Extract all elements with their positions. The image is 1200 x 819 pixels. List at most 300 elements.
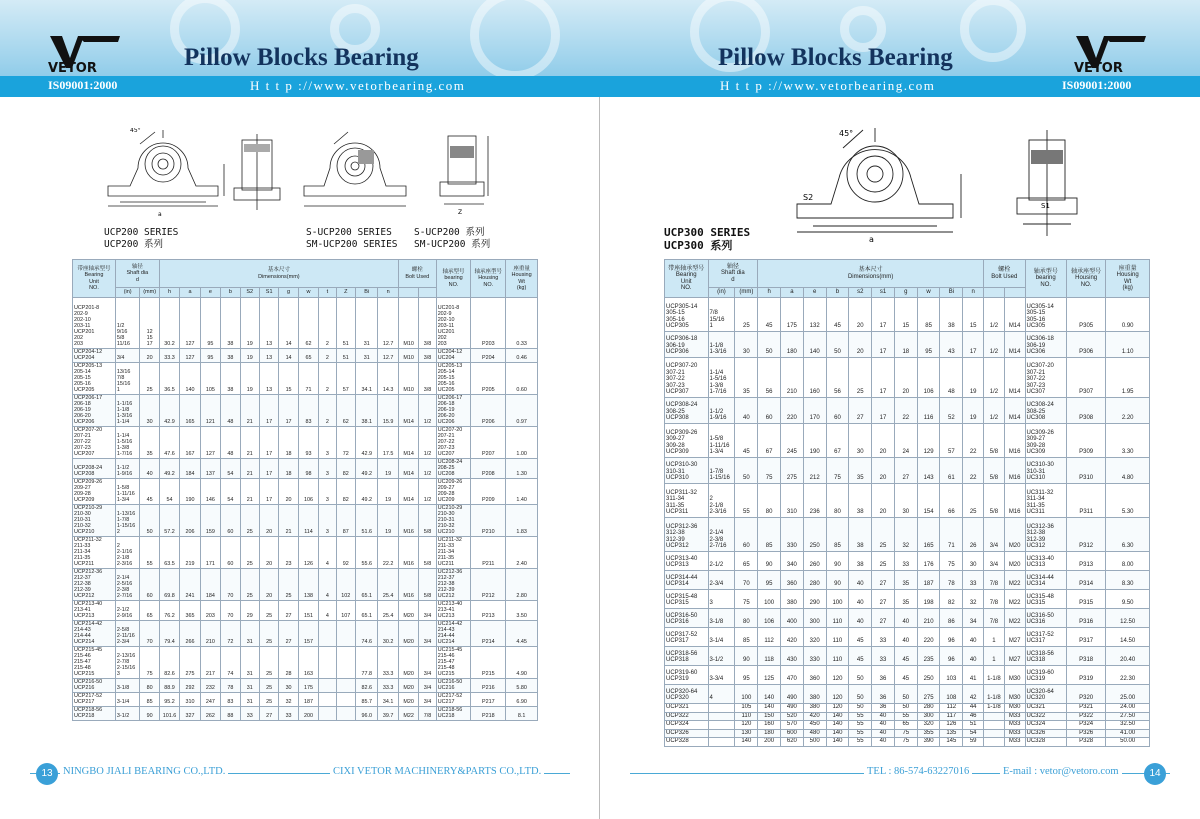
cell-dim: 95 <box>917 332 940 358</box>
table-row <box>665 685 1150 704</box>
col-bolt: 螺栓 Bolt Used <box>398 260 436 288</box>
cell-dim: 217 <box>200 647 220 679</box>
cell-bolt-in: 1/2 <box>419 395 436 427</box>
cell-bolt-mm: M14 <box>398 479 418 505</box>
cell-bearing-no: UC314-44 UC314 <box>1025 571 1066 590</box>
cell-dim: 85 <box>758 518 781 552</box>
cell-dim: 220 <box>917 628 940 647</box>
cell-weight: 0.33 <box>506 298 538 349</box>
cell-housing-no: P209 <box>471 479 506 505</box>
footer-tel: TEL : 86-574-63227016 <box>864 766 972 777</box>
cell-bearing-no: UC317-52 UC317 <box>1025 628 1066 647</box>
col-dim-b: b <box>221 288 240 298</box>
cell-bearing-no: UC214-42 214-43 214-44 UC214 <box>436 621 471 647</box>
cell-shaft-mm: 90 <box>140 707 159 721</box>
table-row <box>665 518 1150 552</box>
cell-shaft-in: 3-1/2 <box>708 647 735 666</box>
table-row <box>665 721 1150 730</box>
cell-dim: 380 <box>781 590 804 609</box>
cell-dim: 95 <box>758 571 781 590</box>
cell-unit-no: UCP213-40 213-41 UCP213 <box>73 601 116 621</box>
cell-bolt-mm: M30 <box>1004 704 1025 713</box>
cell-dim: 4 <box>319 537 336 569</box>
cell-dim: 3 <box>319 479 336 505</box>
cell-dim: 140 <box>826 729 849 738</box>
cell-weight: 27.50 <box>1106 712 1150 721</box>
cell-dim: 165 <box>917 518 940 552</box>
cell-housing-no: P203 <box>471 298 506 349</box>
cell-dim: 127 <box>200 427 220 459</box>
table-row <box>73 459 538 479</box>
cell-dim: 77.8 <box>355 647 377 679</box>
cell-unit-no: UCP201-8 202-9 202-10 203-11 UCP201 202 203 <box>73 298 116 349</box>
cell-shaft-mm: 140 <box>735 738 758 747</box>
cell-dim: 20 <box>259 537 278 569</box>
cell-bolt-mm: M16 <box>1004 484 1025 518</box>
cell-shaft-in: 1-5/8 1-11/16 1-3/4 <box>708 424 735 458</box>
cell-dim: 70 <box>221 569 240 601</box>
table-row <box>73 647 538 679</box>
cell-bolt-in: 5/8 <box>984 458 1005 484</box>
cell-dim: 380 <box>803 704 826 713</box>
cell-bolt-mm: M16 <box>398 505 418 537</box>
cell-dim: 480 <box>803 729 826 738</box>
cell-weight: 0.60 <box>506 363 538 395</box>
cell-shaft-mm: 35 <box>735 358 758 398</box>
svg-text:a: a <box>158 211 162 218</box>
cell-dim: 19 <box>963 398 984 424</box>
col-mm: (mm) <box>140 288 159 298</box>
cell-dim: 60 <box>826 398 849 424</box>
cell-shaft-in: 1-5/8 1-11/16 1-3/4 <box>115 479 140 505</box>
cell-bolt-in: 1/2 <box>984 332 1005 358</box>
cell-dim: 82 <box>336 459 355 479</box>
cell-dim: 176 <box>917 552 940 571</box>
cell-weight: 22.30 <box>1106 666 1150 685</box>
page-number: 13 <box>36 763 58 785</box>
cell-dim: 42.9 <box>355 427 377 459</box>
cell-dim: 35 <box>849 458 872 484</box>
cell-dim: 36 <box>872 666 895 685</box>
col-dim-s1: S1 <box>259 288 278 298</box>
cell-weight: 24.00 <box>1106 704 1150 713</box>
cell-dim: 247 <box>200 693 220 707</box>
cell-dim: 27 <box>872 571 895 590</box>
cell-weight: 2.20 <box>1106 398 1150 424</box>
cell-unit-no: UCP308-24 308-25 UCP308 <box>665 398 709 424</box>
cell-bolt-in <box>984 729 1005 738</box>
cell-dim: 25 <box>240 569 259 601</box>
cell-bolt-in: 7/8 <box>984 609 1005 628</box>
cell-dim: 49.2 <box>355 479 377 505</box>
cell-dim: 45 <box>758 298 781 332</box>
cell-dim: 160 <box>803 358 826 398</box>
cell-bolt-in: 1-1/8 <box>984 704 1005 713</box>
page-number: 14 <box>1144 763 1166 785</box>
cell-dim: 17.5 <box>378 427 398 459</box>
cell-shaft-mm: 65 <box>140 601 159 621</box>
cell-bolt-mm: M33 <box>1004 729 1025 738</box>
cell-dim: 67 <box>826 424 849 458</box>
footer-company-left: NINGBO JIALI BEARING CO.,LTD. <box>60 766 228 777</box>
cell-bolt-in: 5/8 <box>419 505 436 537</box>
ucp200-drawing <box>100 128 230 220</box>
cell-weight: 3.50 <box>506 601 538 621</box>
cell-unit-no: UCP317-52 UCP317 <box>665 628 709 647</box>
cell-shaft-in: 3/4 <box>115 349 140 363</box>
cell-housing-no: P310 <box>1066 458 1105 484</box>
col-dim-h: h <box>159 288 179 298</box>
cell-dim: 120 <box>826 704 849 713</box>
cell-dim: 3 <box>319 505 336 537</box>
cell-dim: 210 <box>200 621 220 647</box>
cell-dim: 470 <box>781 666 804 685</box>
cell-weight: 2.40 <box>506 537 538 569</box>
cell-weight: 8.00 <box>1106 552 1150 571</box>
cell-housing-no: P306 <box>1066 332 1105 358</box>
table-row <box>665 332 1150 358</box>
cell-dim: 163 <box>298 647 318 679</box>
cell-dim: 330 <box>781 518 804 552</box>
cell-bolt-in: 3/4 <box>419 679 436 693</box>
cell-bolt-in: 1-1/8 <box>984 666 1005 685</box>
cell-dim: 38.1 <box>355 395 377 427</box>
cell-dim: 66 <box>940 484 963 518</box>
cell-housing-no: P311 <box>1066 484 1105 518</box>
cell-dim: 51 <box>336 298 355 349</box>
cell-shaft-in: 7/8 15/16 1 <box>708 298 735 332</box>
col-bearing-unit: 带座轴承型号 Bearing Unit NO. <box>665 260 709 298</box>
cell-dim: 21 <box>240 479 259 505</box>
cell-dim <box>336 707 355 721</box>
cell-dim: 45 <box>849 628 872 647</box>
cell-dim: 30.2 <box>159 298 179 349</box>
cell-shaft-mm: 25 <box>140 363 159 395</box>
table-row <box>665 358 1150 398</box>
cell-dim: 22 <box>894 398 917 424</box>
cell-weight: 5.30 <box>1106 484 1150 518</box>
cell-dim: 25.4 <box>378 601 398 621</box>
cell-shaft-in: 2-13/16 2-7/8 2-15/16 3 <box>115 647 140 679</box>
cell-dim: 160 <box>758 721 781 730</box>
cell-dim: 236 <box>803 484 826 518</box>
cell-unit-no: UCP311-32 311-34 311-35 UCP311 <box>665 484 709 518</box>
cell-housing-no: P316 <box>1066 609 1105 628</box>
cell-dim: 62 <box>336 395 355 427</box>
cell-dim: 20 <box>872 424 895 458</box>
cell-shaft-in: 3-1/4 <box>115 693 140 707</box>
cell-dim: 50 <box>758 332 781 358</box>
cell-dim: 25 <box>240 505 259 537</box>
cell-dim: 110 <box>826 609 849 628</box>
cell-dim: 2 <box>319 298 336 349</box>
cell-unit-no: UCP314-44 UCP314 <box>665 571 709 590</box>
cell-dim: 83 <box>221 693 240 707</box>
cell-shaft-mm: 12 15 17 <box>140 298 159 349</box>
cell-bolt-in: 1/2 <box>984 358 1005 398</box>
cell-dim: 54 <box>963 729 984 738</box>
cell-shaft-in: 2-5/8 2-11/16 2-3/4 <box>115 621 140 647</box>
table-row <box>665 484 1150 518</box>
cell-bearing-no: UC308-24 308-25 UC308 <box>1025 398 1066 424</box>
cell-dim: 90 <box>826 571 849 590</box>
cell-dim: 36 <box>872 685 895 704</box>
cell-dim: 2 <box>319 349 336 363</box>
cell-dim: 95.2 <box>159 693 179 707</box>
cell-dim: 21 <box>240 459 259 479</box>
cell-dim: 74 <box>221 647 240 679</box>
cell-dim: 50 <box>849 685 872 704</box>
cell-dim: 17 <box>963 332 984 358</box>
cell-dim: 12.7 <box>378 349 398 363</box>
cell-dim: 20 <box>894 358 917 398</box>
cell-unit-no: UCP214-42 214-43 214-44 UCP214 <box>73 621 116 647</box>
cell-dim: 32 <box>279 693 298 707</box>
cell-shaft-in: 2-1/4 2-3/8 2-7/16 <box>708 518 735 552</box>
cell-dim: 106 <box>298 479 318 505</box>
cell-bearing-no: UC306-18 306-19 UC306 <box>1025 332 1066 358</box>
iso-certification: IS09001:2000 <box>48 78 118 92</box>
cell-shaft-mm: 20 <box>140 349 159 363</box>
cell-dim: 355 <box>917 729 940 738</box>
cell-dim: 32 <box>963 590 984 609</box>
cell-bolt-mm: M14 <box>1004 298 1025 332</box>
cell-bolt-mm: M33 <box>1004 712 1025 721</box>
cell-bolt-mm: M16 <box>398 569 418 601</box>
cell-dim: 25.4 <box>378 569 398 601</box>
col-bolt-sub <box>984 288 1005 298</box>
cell-dim: 2 <box>319 363 336 395</box>
cell-dim: 260 <box>803 552 826 571</box>
cell-dim: 49.2 <box>159 459 179 479</box>
cell-dim: 106 <box>917 358 940 398</box>
cell-shaft-in: 3-1/8 <box>708 609 735 628</box>
cell-bolt-in: 7/8 <box>984 571 1005 590</box>
cell-shaft-mm: 85 <box>735 628 758 647</box>
cell-dim: 112 <box>940 704 963 713</box>
cell-housing-no: P320 <box>1066 685 1105 704</box>
cell-shaft-in: 13/16 7/8 15/16 1 <box>115 363 140 395</box>
cell-bolt-in: 3/4 <box>419 601 436 621</box>
cell-shaft-mm: 40 <box>735 398 758 424</box>
svg-text:S2: S2 <box>803 193 814 202</box>
cell-housing-no: P328 <box>1066 738 1105 747</box>
cell-dim <box>336 679 355 693</box>
cell-bolt-mm: M30 <box>1004 666 1025 685</box>
cell-dim: 15 <box>279 363 298 395</box>
cell-unit-no: UCP205-13 205-14 205-15 205-16 UCP205 <box>73 363 116 395</box>
cell-dim: 100 <box>758 590 781 609</box>
cell-dim: 198 <box>917 590 940 609</box>
cell-bearing-no: UC311-32 311-34 311-35 UC311 <box>1025 484 1066 518</box>
cell-dim: 25 <box>279 569 298 601</box>
cell-unit-no: UCP321 <box>665 704 709 713</box>
cell-bearing-no: UC211-32 211-33 211-34 211-35 UC211 <box>436 537 471 569</box>
cell-bolt-in: 3/8 <box>419 298 436 349</box>
cell-weight: 41.00 <box>1106 729 1150 738</box>
cell-shaft-in: 2-1/4 2-5/16 2-3/8 2-7/16 <box>115 569 140 601</box>
cell-dim: 245 <box>781 424 804 458</box>
col-dimensions: 基本尺寸 Dimensions(mm) <box>159 260 398 288</box>
ucp200-side-view <box>230 130 290 218</box>
cell-dim: 40 <box>894 609 917 628</box>
cell-dim: 55 <box>849 712 872 721</box>
cell-unit-no: UCP210-29 210-30 210-31 210-32 UCP210 <box>73 505 116 537</box>
cell-dim: 570 <box>781 721 804 730</box>
cell-shaft-in: 1-7/8 1-15/16 <box>708 458 735 484</box>
cell-dim: 96 <box>940 628 963 647</box>
cell-dim: 27 <box>894 458 917 484</box>
page-title: Pillow Blocks Bearing <box>718 44 953 71</box>
cell-bearing-no: UC206-17 206-18 206-19 206-20 UC206 <box>436 395 471 427</box>
cell-dim: 150 <box>758 712 781 721</box>
cell-weight: 6.90 <box>506 693 538 707</box>
cell-shaft-in: 3 <box>708 590 735 609</box>
cell-shaft-mm: 50 <box>735 458 758 484</box>
cell-weight: 1.95 <box>1106 358 1150 398</box>
cell-dim: 75 <box>894 729 917 738</box>
svg-text:45°: 45° <box>130 128 141 134</box>
cell-housing-no: P309 <box>1066 424 1105 458</box>
cell-dim: 187 <box>917 571 940 590</box>
cell-dim: 48 <box>221 395 240 427</box>
cell-bearing-no: UC216-50 UC216 <box>436 679 471 693</box>
table-row <box>665 552 1150 571</box>
cell-dim: 490 <box>781 704 804 713</box>
cell-bearing-no: UC209-26 209-27 209-28 UC209 <box>436 479 471 505</box>
cell-dim: 36.5 <box>159 363 179 395</box>
table-row <box>73 601 538 621</box>
cell-dim: 175 <box>781 298 804 332</box>
cell-shaft-mm: 110 <box>735 712 758 721</box>
cell-dim: 33.3 <box>159 349 179 363</box>
cell-dim: 450 <box>803 721 826 730</box>
cell-dim: 88.9 <box>159 679 179 693</box>
cell-housing-no: P206 <box>471 395 506 427</box>
cell-shaft-mm: 55 <box>140 537 159 569</box>
cell-dim: 266 <box>180 621 200 647</box>
cell-dim: 212 <box>803 458 826 484</box>
cell-dim: 17 <box>872 358 895 398</box>
cell-dim: 15.9 <box>378 395 398 427</box>
cell-shaft-mm: 45 <box>140 479 159 505</box>
cell-unit-no: UCP319-60 UCP319 <box>665 666 709 685</box>
cell-dim: 118 <box>758 647 781 666</box>
cell-bolt-mm: M14 <box>1004 398 1025 424</box>
cell-shaft-mm: 70 <box>140 621 159 647</box>
cell-dim: 17 <box>259 395 278 427</box>
website-url: H t t p ://www.vetorbearing.com <box>250 78 466 93</box>
cell-bolt-mm: M30 <box>1004 685 1025 704</box>
cell-dim: 25 <box>872 518 895 552</box>
cell-housing-no: P215 <box>471 647 506 679</box>
cell-dim: 38 <box>221 349 240 363</box>
cell-dim: 420 <box>781 628 804 647</box>
cell-dim: 72 <box>221 621 240 647</box>
cell-bolt-mm: M20 <box>1004 518 1025 552</box>
cell-dim: 107 <box>336 601 355 621</box>
cell-bolt-in: 1/2 <box>984 398 1005 424</box>
col-bearing-unit: 带座轴承型号 Bearing Unit NO. <box>73 260 116 298</box>
cell-weight: 25.00 <box>1106 685 1150 704</box>
col-housing-no: 轴承座型号 Housing NO. <box>471 260 506 298</box>
cell-dim: 25 <box>849 358 872 398</box>
cell-weight: 4.80 <box>1106 458 1150 484</box>
ucp300-drawing <box>783 120 973 244</box>
cell-dim: 140 <box>758 704 781 713</box>
cell-dim: 241 <box>180 569 200 601</box>
cell-dim: 38 <box>849 484 872 518</box>
cell-dim: 85 <box>826 518 849 552</box>
cell-shaft-mm: 75 <box>140 647 159 679</box>
cell-housing-no: P204 <box>471 349 506 363</box>
cell-dim: 52 <box>940 398 963 424</box>
cell-bolt-mm: M10 <box>398 349 418 363</box>
cell-dim: 38 <box>221 298 240 349</box>
cell-dim: 82.6 <box>159 647 179 679</box>
cell-dim: 200 <box>298 707 318 721</box>
cell-dim: 365 <box>180 601 200 621</box>
footer-email: E-mail : vetor@vetoro.com <box>1000 766 1122 777</box>
cell-shaft-in <box>708 712 735 721</box>
cell-dim: 54 <box>221 479 240 505</box>
cell-dim: 75 <box>758 458 781 484</box>
cell-dim: 31 <box>355 349 377 363</box>
cell-bearing-no: UC316-50 UC316 <box>1025 609 1066 628</box>
cell-unit-no: UCP215-45 215-46 215-47 215-48 UCP215 <box>73 647 116 679</box>
cell-dim: 92 <box>336 537 355 569</box>
cell-dim: 31 <box>240 621 259 647</box>
cell-bearing-no: UC215-45 215-46 215-47 215-48 UC215 <box>436 647 471 679</box>
cell-dim: 49.2 <box>355 459 377 479</box>
cell-dim: 76.2 <box>159 601 179 621</box>
cell-dim: 26 <box>963 518 984 552</box>
table-row <box>73 349 538 363</box>
cell-dim: 19 <box>378 505 398 537</box>
cell-dim: 57 <box>940 424 963 458</box>
cell-dim: 80 <box>758 484 781 518</box>
cell-bolt-mm: M20 <box>398 693 418 707</box>
cell-unit-no: UCP316-50 UCP316 <box>665 609 709 628</box>
cell-bearing-no: UC312-36 312-38 312-39 UC312 <box>1025 518 1066 552</box>
cell-dim: 40 <box>849 609 872 628</box>
col-dim-e: e <box>200 288 220 298</box>
cell-dim: 23 <box>279 537 298 569</box>
cell-unit-no: UCP218-56 UCP218 <box>73 707 116 721</box>
cell-weight: 12.50 <box>1106 609 1150 628</box>
cell-bolt-mm: M22 <box>1004 571 1025 590</box>
cell-weight: 2.80 <box>506 569 538 601</box>
cell-dim: 400 <box>781 609 804 628</box>
cell-dim: 620 <box>781 738 804 747</box>
cell-dim: 140 <box>826 738 849 747</box>
cell-dim: 250 <box>803 518 826 552</box>
cell-shaft-mm: 40 <box>140 459 159 479</box>
cell-bearing-no: UC318-56 UC318 <box>1025 647 1066 666</box>
cell-dim: 120 <box>826 666 849 685</box>
col-dim-n: n <box>963 288 984 298</box>
cell-shaft-mm: 95 <box>735 666 758 685</box>
cell-bolt-in <box>984 712 1005 721</box>
cell-dim: 14 <box>279 349 298 363</box>
cell-bearing-no: UC205-13 205-14 205-15 205-16 UC205 <box>436 363 471 395</box>
cell-bearing-no: UC322 <box>1025 712 1066 721</box>
cell-weight: 0.90 <box>1106 298 1150 332</box>
cell-dim: 40 <box>963 628 984 647</box>
cell-shaft-in <box>708 729 735 738</box>
cell-dim: 69.8 <box>159 569 179 601</box>
cell-dim: 45 <box>894 647 917 666</box>
